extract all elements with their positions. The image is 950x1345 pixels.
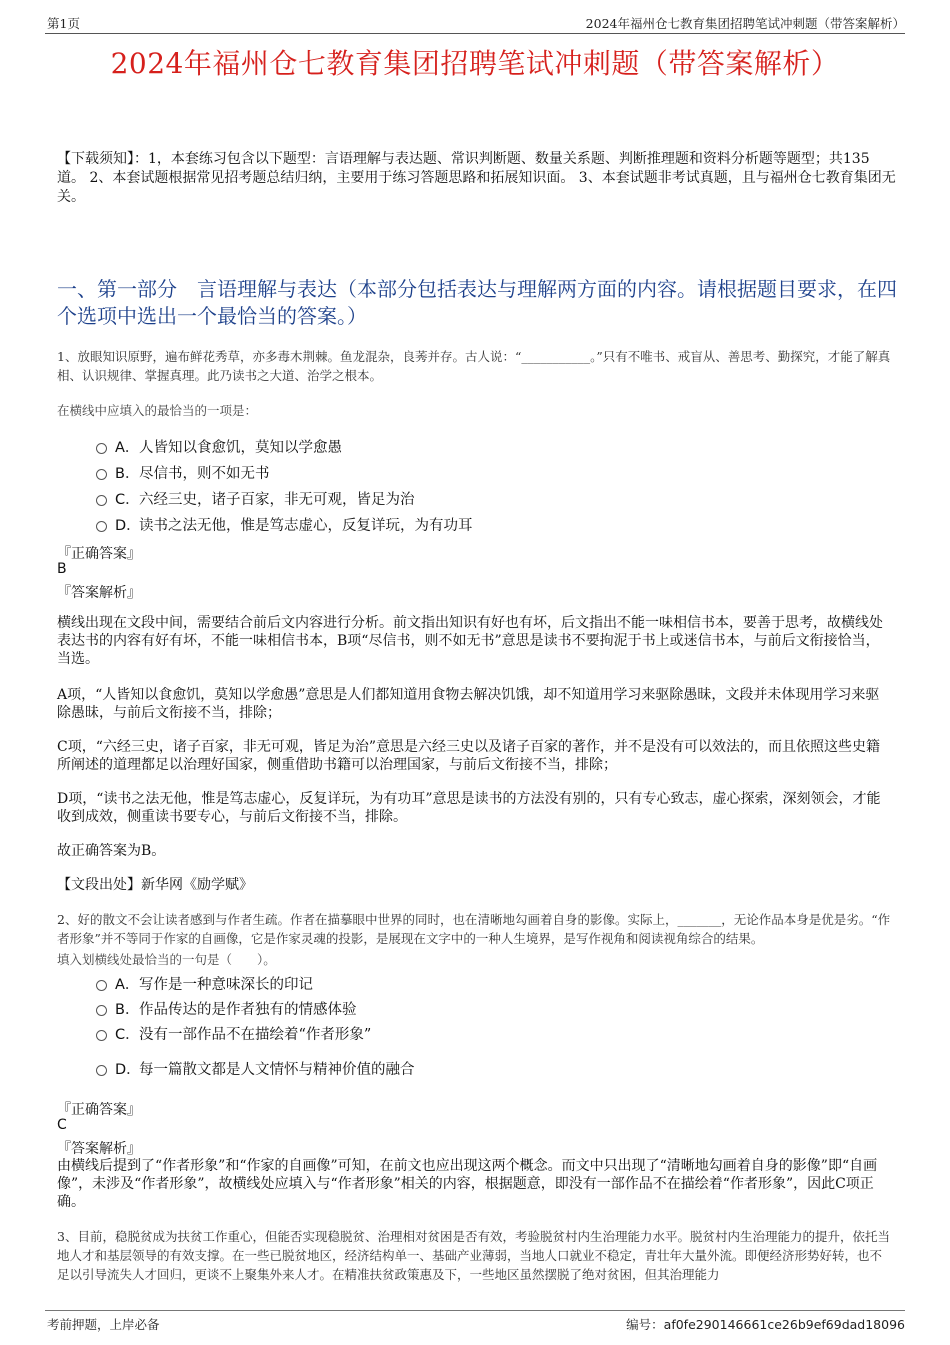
question-1-answer: B xyxy=(57,561,67,577)
question-2-answer-label: 『正确答案』 xyxy=(57,1102,141,1118)
question-2-analysis-label: 『答案解析』 xyxy=(57,1141,141,1157)
header-divider xyxy=(45,33,905,34)
document-title: 2024年福州仓七教育集团招聘笔试冲刺题（带答案解析） xyxy=(110,47,840,80)
header-doc-title: 2024年福州仓七教育集团招聘笔试冲刺题（带答案解析） xyxy=(585,16,905,31)
question-2-analysis: 由横线后提到了“作者形象”和“作家的自画像”可知，在前文也应出现这两个概念。而文中只出现了“清晰地勾画着自身的影像”即“自画像”，未涉及“作者形象”，故横线处应填入与“作者形象”相关的内容，根据题意，即没有一部作品不在描绘着“作者形象”，因此C项正确。 xyxy=(57,1158,878,1210)
question-2-option-c[interactable]: C．没有一部作品不在描绘着“作者形象” xyxy=(96,1023,371,1044)
question-1-option-a[interactable]: A．人皆知以食愈饥，莫知以学愈愚 xyxy=(96,436,342,457)
question-1-option-d[interactable]: D．读书之法无他，惟是笃志虚心，反复详玩，为有功耳 xyxy=(96,514,473,535)
radio-icon[interactable] xyxy=(96,1005,107,1016)
question-2-option-d[interactable]: D．每一篇散文都是人文情怀与精神价值的融合 xyxy=(96,1058,415,1079)
radio-icon[interactable] xyxy=(96,980,107,991)
question-2-stem: 2、好的散文不会让读者感到与作者生疏。作者在描摹眼中世界的同时，也在清晰地勾画着自身的影像。实际上，_______，无论作品本身是优是劣。“作者形象”并不等同于作家的自画像，它是作家灵魂的投影，是展现在文字中的一种人生境界，是写作视角和阅读视角综合的结果。 xyxy=(57,912,891,946)
question-2-option-a[interactable]: A．写作是一种意味深长的印记 xyxy=(96,973,313,994)
radio-icon[interactable] xyxy=(96,443,107,454)
footer-divider xyxy=(45,1310,905,1311)
section-heading: 一、第一部分 言语理解与表达（本部分包括表达与理解两方面的内容。请根据题目要求，在四个选项中选出一个最恰当的答案。） xyxy=(57,277,897,328)
footer-code: 编号：af0fe290146661ce26b9ef69dad18096 xyxy=(626,1317,905,1332)
question-1-analysis-p1: 横线出现在文段中间，需要结合前后文内容进行分析。前文指出知识有好也有坏，后文指出不能一味相信书本，要善于思考，故横线处表达书的内容有好有坏，不能一味相信书本，B项“尽信书，则不如无书”意思是读书不要拘泥于书上或迷信书本，与前后文衔接恰当，当选。 xyxy=(57,615,883,667)
radio-icon[interactable] xyxy=(96,1065,107,1076)
question-1-source: 【文段出处】新华网《励学赋》 xyxy=(57,877,253,893)
question-1-option-b[interactable]: B．尽信书，则不如无书 xyxy=(96,462,270,483)
question-2-prompt: 填入划横线处最恰当的一句是（ ）。 xyxy=(57,952,276,967)
radio-icon[interactable] xyxy=(96,1030,107,1041)
question-1-stem: 1、放眼知识原野，遍布鲜花秀草，亦多毒木荆棘。鱼龙混杂，良莠并存。古人说：“___________。”只有不唯书、戒盲从、善思考、勤探究，才能了解真相、认识规律、掌握真理。此乃读书之大道、治学之根本。 xyxy=(57,349,891,383)
question-2-option-b[interactable]: B．作品传达的是作者独有的情感体验 xyxy=(96,998,357,1019)
question-1-analysis-p4: D项，“读书之法无他，惟是笃志虚心，反复详玩，为有功耳”意思是读书的方法没有别的，只有专心致志，虚心探索，深刻领会，才能收到成效，侧重读书要专心，与前后文衔接不当，排除。 xyxy=(57,791,881,825)
page-header xyxy=(47,14,905,34)
footer-slogan: 考前押题，上岸必备 xyxy=(47,1317,160,1332)
radio-icon[interactable] xyxy=(96,469,107,480)
question-1-analysis-p3: C项，“六经三史，诸子百家，非无可观，皆足为治”意思是六经三史以及诸子百家的著作，并不是没有可以效法的，而且依照这些史籍所阐述的道理都足以治理好国家，侧重借助书籍可以治理国家，与前后文衔接不当，排除； xyxy=(57,739,881,773)
page-number: 第1页 xyxy=(47,16,80,31)
question-1-prompt: 在横线中应填入的最恰当的一项是： xyxy=(57,403,258,418)
question-1-analysis-p5: 故正确答案为B。 xyxy=(57,843,166,859)
question-3-stem: 3、目前，稳脱贫成为扶贫工作重心，但能否实现稳脱贫、治理相对贫困是否有效，考验脱贫村内生治理能力水平。脱贫村内生治理能力的提升，依托当地人才和基层领导的有效支撑。在一些已脱贫地区，经济结构单一、基础产业薄弱，当地人口就业不稳定，青壮年大量外流。即便经济形势好转，也不足以引导流失人才回归，更谈不上聚集外来人才。在精准扶贫政策惠及下，一些地区虽然摆脱了绝对贫困，但其治理能力 xyxy=(57,1229,890,1282)
radio-icon[interactable] xyxy=(96,495,107,506)
question-1-analysis-p2: A项，“人皆知以食愈饥，莫知以学愈愚”意思是人们都知道用食物去解决饥饿，却不知道用学习来驱除愚昧，文段并未体现用学习来驱除愚昧，与前后文衔接不当，排除； xyxy=(57,687,880,721)
download-notice: 【下载须知】：1，本套练习包含以下题型：言语理解与表达题、常识判断题、数量关系题、判断推理题和资料分析题等题型；共135道。 2、本套试题根据常见招考题总结归纳，主要用于练习答题思路和拓展知识面。 3、本套试题非考试真题，且与福州仓七教育集团无关。 xyxy=(57,151,896,205)
question-1-answer-label: 『正确答案』 xyxy=(57,546,141,562)
question-1-analysis-label: 『答案解析』 xyxy=(57,585,141,601)
question-1-option-c[interactable]: C．六经三史，诸子百家，非无可观，皆足为治 xyxy=(96,488,415,509)
radio-icon[interactable] xyxy=(96,521,107,532)
question-2-answer: C xyxy=(57,1117,67,1133)
